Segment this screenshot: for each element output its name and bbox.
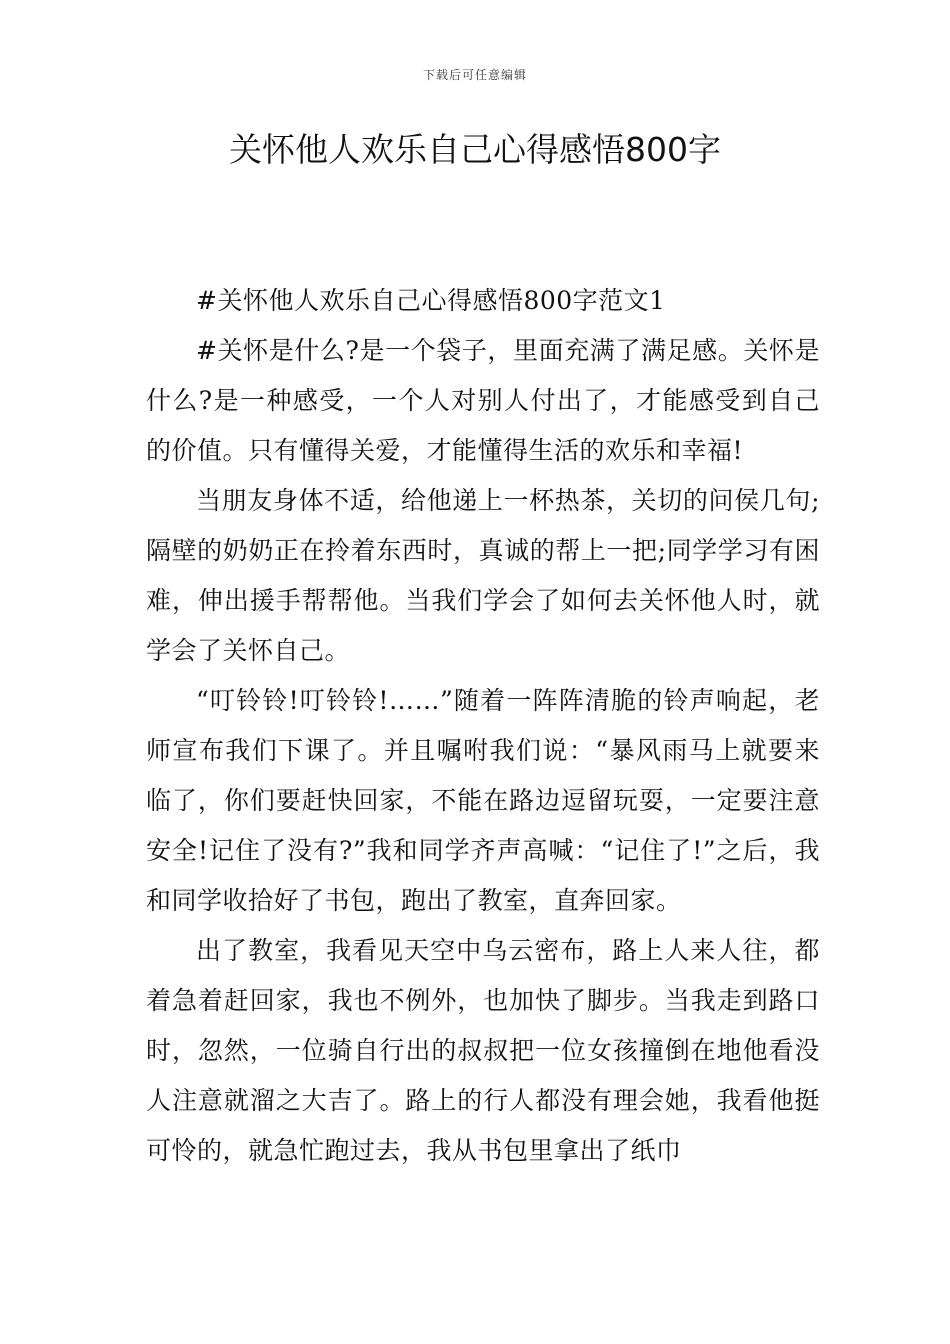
document-body xyxy=(146,276,820,1176)
paragraph-2: #关怀是什么?是一个袋子，里面充满了满足感。关怀是什么?是一种感受，一个人对别人付出了，才能感受到自己的价值。只有懂得关爱，才能懂得生活的欢乐和幸福! xyxy=(146,336,820,465)
paragraph-1: #关怀他人欢乐自己心得感悟800字范文1 xyxy=(196,286,666,315)
paragraph-5: 出了教室，我看见天空中乌云密布，路上人来人往，都着急着赶回家，我也不例外，也加快了脚步。当我走到路口时，忽然，一位骑自行出的叔叔把一位女孩撞倒在地他看没人注意就溜之大吉了。路上的行人都没有理会她，我看他挺可怜的，就急忙跑过去，我从书包里拿出了纸巾 xyxy=(146,936,820,1165)
document-title: 关怀他人欢乐自己心得感悟800字 xyxy=(229,130,721,169)
header-note: 下载后可任意编辑 xyxy=(422,68,527,82)
paragraph-4: “叮铃铃!叮铃铃!……”随着一阵阵清脆的铃声响起，老师宣布我们下课了。并且嘱咐我们说：“暴风雨马上就要来临了，你们要赶快回家，不能在路边逗留玩耍，一定要注意安全!记住了没有?”我和同学齐声高喊：“记住了!”之后，我和同学收拾好了书包，跑出了教室，直奔回家。 xyxy=(146,686,820,915)
paragraph-3: 当朋友身体不适，给他递上一杯热茶，关切的问侯几句;隔壁的奶奶正在拎着东西时，真诚的帮上一把;同学学习有困难，伸出援手帮帮他。当我们学会了如何去关怀他人时，就学会了关怀自己。 xyxy=(146,486,820,665)
